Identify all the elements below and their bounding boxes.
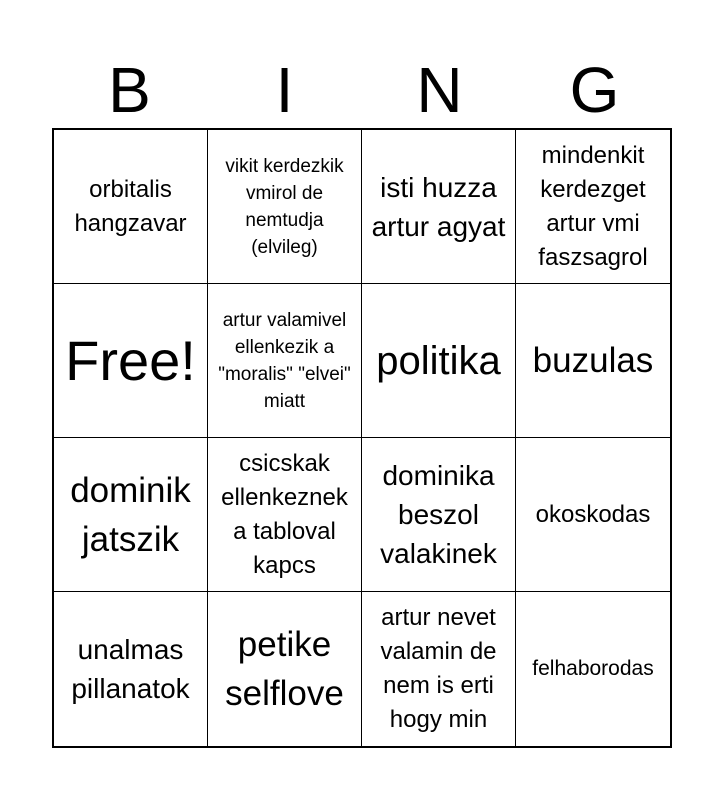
bingo-cell-7[interactable] <box>362 284 516 438</box>
bingo-cell-10[interactable] <box>208 438 362 592</box>
bingo-cell-text: unalmas pillanatok <box>71 634 190 704</box>
bingo-cell-13[interactable] <box>54 592 208 746</box>
bingo-cell-text: politika <box>376 338 501 383</box>
bingo-cell-8[interactable] <box>516 284 670 438</box>
bingo-cell-text: buzulas <box>532 341 654 380</box>
bingo-cell-text: mindenkit kerdezget artur vmi faszsagrol <box>538 141 648 271</box>
bingo-cell-12[interactable] <box>516 438 670 592</box>
header-letter-i: I <box>275 54 294 126</box>
header-letter-g: G <box>569 54 620 126</box>
bingo-cell-2[interactable] <box>208 130 362 284</box>
bingo-cell-text: csicskak ellenkeznek a tabloval kapcs <box>221 449 348 579</box>
bingo-cell-16[interactable] <box>516 592 670 746</box>
bingo-cell-text: okoskodas <box>535 500 651 528</box>
bingo-cell-text: vikit kerdezkik vmirol de nemtudja (elvileg) <box>225 155 344 258</box>
bingo-cell-6[interactable] <box>208 284 362 438</box>
bingo-cell-text: felhaborodas <box>532 657 654 680</box>
bingo-cell-text: dominik jatszik <box>70 470 191 559</box>
header-letter-b: B <box>108 54 151 126</box>
bingo-cell-15[interactable] <box>362 592 516 746</box>
bingo-cell-text: Free! <box>65 328 196 392</box>
bingo-cell-11[interactable] <box>362 438 516 592</box>
bingo-cell-free[interactable] <box>54 284 208 438</box>
bingo-cell-text: artur valamivel ellenkezik a "moralis" "elvei" miatt <box>218 309 351 412</box>
bingo-cell-14[interactable] <box>208 592 362 746</box>
bingo-cell-4[interactable] <box>516 130 670 284</box>
header-letter-n: N <box>416 54 463 126</box>
bingo-cell-9[interactable] <box>54 438 208 592</box>
bingo-cell-1[interactable] <box>54 130 208 284</box>
bingo-cell-3[interactable] <box>362 130 516 284</box>
bingo-cell-text: isti huzza artur agyat <box>371 171 506 242</box>
bingo-cell-text: petike selflove <box>225 625 344 713</box>
bingo-cell-text: dominika beszol valakinek <box>380 460 497 569</box>
bingo-board <box>52 128 672 748</box>
bingo-cell-text: orbitalis hangzavar <box>74 175 187 237</box>
bingo-header <box>52 52 672 128</box>
bingo-cell-text: artur nevet valamin de nem is erti hogy min <box>380 604 497 733</box>
